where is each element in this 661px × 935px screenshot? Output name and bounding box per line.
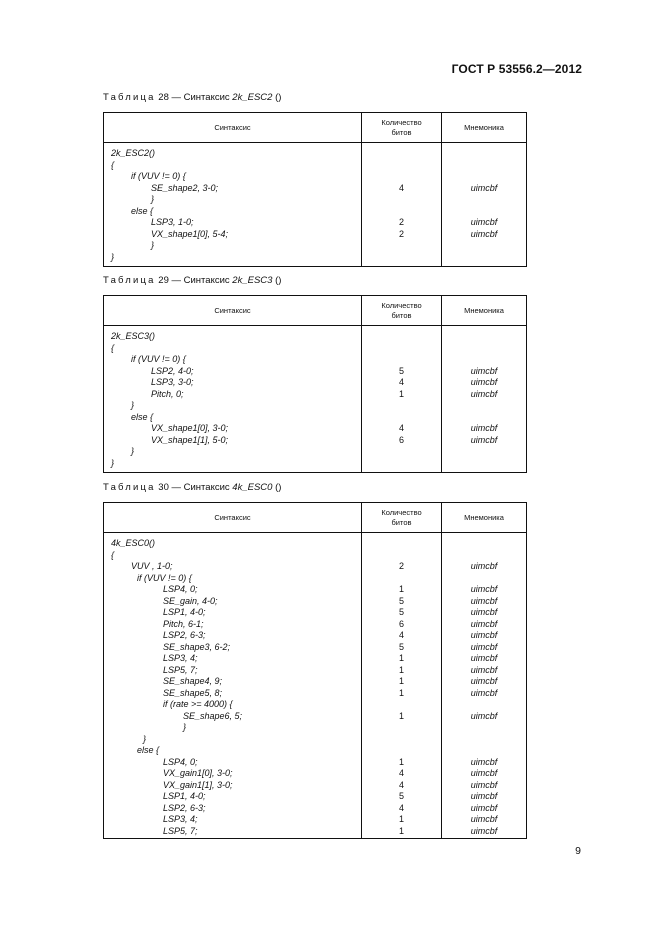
syntax-column — [104, 143, 362, 267]
header-syntax: Синтаксис — [104, 113, 362, 143]
mnemonic-value — [442, 206, 526, 218]
mnemonic-value — [442, 400, 526, 412]
syntax-line: VX_gain1[1], 3-0; — [163, 779, 233, 790]
syntax-line: 4k_ESC0() — [111, 538, 156, 548]
syntax-table — [103, 112, 527, 267]
syntax-line: } — [151, 194, 155, 204]
syntax-line: LSP3, 4; — [163, 814, 198, 824]
bit-count: 1 — [398, 756, 404, 767]
table-body-row — [104, 143, 527, 267]
mnemonic-value: uimcbf — [470, 630, 498, 640]
syntax-table — [103, 502, 527, 839]
mnemonic-value: uimcbf — [470, 791, 498, 801]
bit-count — [362, 745, 441, 757]
syntax-line: SE_shape2, 3-0; — [151, 182, 219, 193]
caption-word: Таблица — [103, 92, 156, 103]
bit-count: 5 — [398, 791, 404, 801]
bit-count: 4 — [398, 630, 404, 640]
syntax-line: SE_shape4, 9; — [163, 676, 223, 686]
bit-count — [362, 538, 441, 550]
mnemonic-value — [442, 252, 526, 264]
syntax-line: SE_gain, 4-0; — [163, 595, 218, 606]
mnemonic-value — [442, 412, 526, 424]
header-bits-line1: Количество — [381, 507, 422, 517]
caption-word: Таблица — [103, 482, 156, 493]
header-syntax: Синтаксис — [104, 296, 362, 326]
bit-count — [362, 194, 441, 206]
syntax-line: LSP2, 6-3; — [163, 630, 206, 640]
syntax-line: VX_gain1[0], 3-0; — [163, 768, 233, 778]
caption-syntax-name: 2k_ESC2 — [232, 92, 273, 103]
syntax-line: } — [143, 733, 147, 744]
mnemonic-value: uimcbf — [470, 756, 498, 767]
bit-count: 4 — [398, 423, 404, 433]
bit-count: 2 — [398, 228, 404, 239]
bit-count: 5 — [398, 365, 404, 376]
bit-count — [362, 331, 441, 343]
syntax-line: Pitch, 6-1; — [163, 618, 204, 629]
mnemonic-value: uimcbf — [470, 607, 498, 617]
bit-count — [362, 573, 441, 585]
header-bits-line2: битов — [391, 310, 412, 320]
header-bits-line2: битов — [391, 517, 412, 527]
bit-count: 1 — [398, 710, 404, 721]
bit-count: 6 — [398, 434, 404, 445]
mnemonic-value: uimcbf — [470, 182, 498, 193]
mnemonic-value — [442, 538, 526, 550]
syntax-line: LSP5, 7; — [163, 664, 198, 675]
mnemonic-column — [442, 143, 527, 267]
header-bits-line1: Количество — [381, 117, 422, 127]
table-header-row — [104, 296, 527, 326]
mnemonic-value: uimcbf — [470, 584, 498, 594]
syntax-line: } — [111, 251, 115, 262]
mnemonic-value — [442, 354, 526, 366]
syntax-line: if (VUV != 0) { — [131, 171, 186, 181]
mnemonic-value — [442, 194, 526, 206]
bit-count — [362, 699, 441, 711]
bit-count: 1 — [398, 814, 404, 824]
mnemonic-value — [442, 699, 526, 711]
mnemonic-value — [442, 446, 526, 458]
bit-count: 4 — [398, 779, 404, 790]
mnemonic-value — [442, 160, 526, 172]
bit-count: 5 — [398, 595, 404, 606]
mnemonic-value: uimcbf — [470, 814, 498, 824]
standard-designation: ГОСТ Р 53556.2—2012 — [451, 62, 582, 76]
syntax-line: } — [131, 446, 135, 456]
mnemonic-value: uimcbf — [470, 825, 498, 836]
bit-count — [362, 160, 441, 172]
bit-count — [362, 458, 441, 470]
syntax-line: } — [111, 457, 115, 468]
mnemonic-value: uimcbf — [470, 641, 498, 652]
table-header-row — [104, 503, 527, 533]
header-bits — [362, 503, 442, 533]
bit-count: 5 — [398, 607, 404, 617]
bit-count: 4 — [398, 182, 404, 193]
page-number: 9 — [575, 845, 581, 857]
table-caption — [103, 482, 281, 493]
syntax-line: { — [111, 159, 115, 170]
bit-count — [362, 206, 441, 218]
mnemonic-value — [442, 745, 526, 757]
syntax-line: LSP4, 0; — [163, 584, 198, 594]
syntax-line: } — [131, 400, 135, 410]
table-body-row — [104, 533, 527, 839]
bit-count — [362, 550, 441, 562]
mnemonic-value: uimcbf — [470, 228, 498, 239]
bit-count — [362, 148, 441, 160]
mnemonic-value — [442, 573, 526, 585]
syntax-line: VUV , 1-0; — [131, 561, 173, 571]
bit-count — [362, 446, 441, 458]
mnemonic-value: uimcbf — [470, 217, 498, 227]
caption-word: Таблица — [103, 275, 156, 286]
header-bits — [362, 113, 442, 143]
header-mnemonic: Мнемоника — [442, 296, 527, 326]
syntax-line: VX_shape1[1], 5-0; — [151, 434, 229, 445]
caption-number-title: 28 — Синтаксис — [158, 92, 230, 103]
header-mnemonic: Мнемоника — [442, 113, 527, 143]
mnemonic-value — [442, 458, 526, 470]
syntax-line: } — [151, 240, 155, 250]
mnemonic-column — [442, 326, 527, 473]
mnemonic-value — [442, 148, 526, 160]
bit-count: 6 — [398, 618, 404, 629]
syntax-line: LSP3, 1-0; — [151, 217, 194, 227]
caption-number-title: 29 — Синтаксис — [158, 275, 230, 286]
table-caption — [103, 92, 281, 103]
syntax-line: LSP2, 4-0; — [151, 365, 194, 376]
syntax-line: LSP5, 7; — [163, 825, 198, 836]
caption-syntax-name: 2k_ESC3 — [232, 275, 273, 286]
header-bits-line1: Количество — [381, 300, 422, 310]
mnemonic-value: uimcbf — [470, 377, 498, 387]
caption-number-title: 30 — Синтаксис — [158, 482, 230, 493]
syntax-line: VX_shape1[0], 3-0; — [151, 423, 229, 433]
bits-column — [362, 143, 442, 267]
syntax-line: if (rate >= 4000) { — [163, 699, 233, 709]
bit-count: 2 — [398, 217, 404, 227]
syntax-line: 2k_ESC2() — [111, 148, 156, 158]
bit-count: 1 — [398, 825, 404, 836]
mnemonic-value: uimcbf — [470, 802, 498, 813]
mnemonic-value: uimcbf — [470, 561, 498, 571]
syntax-line: else { — [137, 745, 160, 755]
bit-count: 1 — [398, 584, 404, 594]
bit-count — [362, 722, 441, 734]
syntax-line: LSP4, 0; — [163, 756, 198, 767]
bit-count — [362, 252, 441, 264]
table-header-row — [104, 113, 527, 143]
syntax-line: } — [183, 722, 187, 732]
syntax-line: SE_shape6, 5; — [183, 710, 243, 721]
bit-count: 1 — [398, 653, 404, 663]
mnemonic-value: uimcbf — [470, 664, 498, 675]
syntax-line: if (VUV != 0) { — [137, 572, 192, 583]
mnemonic-value — [442, 734, 526, 746]
bit-count: 2 — [398, 561, 404, 571]
header-bits — [362, 296, 442, 326]
mnemonic-value — [442, 722, 526, 734]
mnemonic-value: uimcbf — [470, 423, 498, 433]
mnemonic-value: uimcbf — [470, 388, 498, 399]
caption-tail: () — [272, 275, 282, 286]
mnemonic-value — [442, 240, 526, 252]
mnemonic-value: uimcbf — [470, 365, 498, 376]
mnemonic-value: uimcbf — [470, 595, 498, 606]
syntax-column — [104, 533, 362, 839]
syntax-table — [103, 295, 527, 473]
mnemonic-value: uimcbf — [470, 687, 498, 698]
bit-count — [362, 354, 441, 366]
mnemonic-value — [442, 550, 526, 562]
syntax-line: LSP3, 3-0; — [151, 377, 194, 387]
syntax-line: if (VUV != 0) { — [131, 354, 186, 364]
mnemonic-value: uimcbf — [470, 653, 498, 663]
bit-count — [362, 171, 441, 183]
bit-count — [362, 343, 441, 355]
mnemonic-value: uimcbf — [470, 768, 498, 778]
bits-column — [362, 326, 442, 473]
syntax-line: LSP1, 4-0; — [163, 791, 206, 801]
caption-tail: () — [272, 92, 282, 103]
syntax-line: Pitch, 0; — [151, 388, 184, 399]
syntax-line: SE_shape3, 6-2; — [163, 641, 231, 652]
caption-tail: () — [272, 482, 282, 493]
bit-count: 4 — [398, 802, 404, 813]
bits-column — [362, 533, 442, 839]
bit-count: 1 — [398, 664, 404, 675]
header-syntax: Синтаксис — [104, 503, 362, 533]
syntax-line: else { — [131, 205, 154, 216]
mnemonic-value — [442, 171, 526, 183]
mnemonic-value — [442, 331, 526, 343]
syntax-line: else { — [131, 411, 154, 422]
table-caption — [103, 275, 281, 286]
bit-count: 1 — [398, 676, 404, 686]
mnemonic-value: uimcbf — [470, 618, 498, 629]
syntax-line: LSP1, 4-0; — [163, 607, 206, 617]
bit-count: 1 — [398, 388, 404, 399]
bit-count: 4 — [398, 377, 404, 387]
bit-count — [362, 734, 441, 746]
syntax-line: 2k_ESC3() — [111, 331, 156, 341]
syntax-line: SE_shape5, 8; — [163, 687, 223, 698]
syntax-line: { — [111, 549, 115, 560]
table-body-row — [104, 326, 527, 473]
bit-count — [362, 412, 441, 424]
syntax-column — [104, 326, 362, 473]
bit-count: 4 — [398, 768, 404, 778]
header-mnemonic: Мнемоника — [442, 503, 527, 533]
bit-count — [362, 400, 441, 412]
bit-count: 5 — [398, 641, 404, 652]
syntax-line: LSP3, 4; — [163, 653, 198, 663]
syntax-line: VX_shape1[0], 5-4; — [151, 228, 229, 239]
mnemonic-value: uimcbf — [470, 676, 498, 686]
mnemonic-value: uimcbf — [470, 779, 498, 790]
mnemonic-column — [442, 533, 527, 839]
syntax-line: { — [111, 342, 115, 353]
mnemonic-value: uimcbf — [470, 710, 498, 721]
bit-count: 1 — [398, 687, 404, 698]
mnemonic-value: uimcbf — [470, 434, 498, 445]
header-bits-line2: битов — [391, 127, 412, 137]
mnemonic-value — [442, 343, 526, 355]
caption-syntax-name: 4k_ESC0 — [232, 482, 273, 493]
syntax-line: LSP2, 6-3; — [163, 802, 206, 813]
bit-count — [362, 240, 441, 252]
